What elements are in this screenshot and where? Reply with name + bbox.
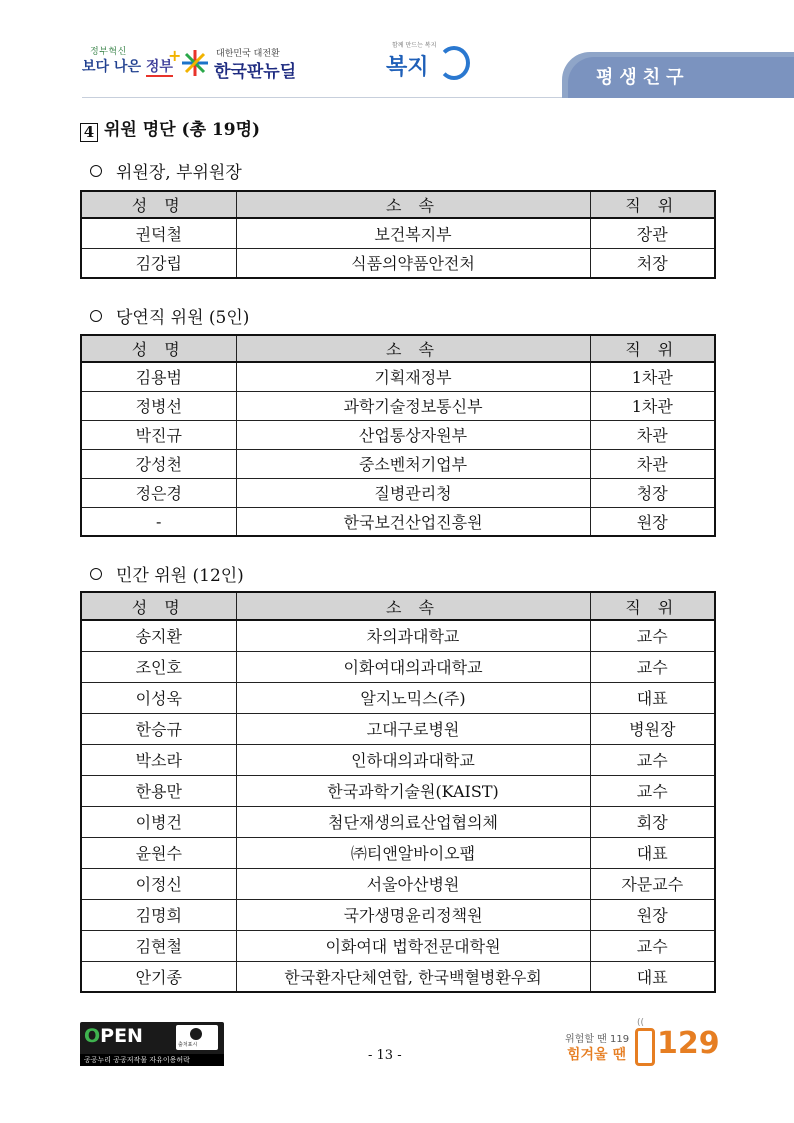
table-row	[81, 899, 715, 930]
section-number-box: 4	[80, 123, 98, 142]
member-position: 자문교수	[590, 868, 715, 899]
member-name: 한승규	[81, 713, 236, 744]
member-position: 청장	[590, 478, 715, 507]
table-row	[81, 651, 715, 682]
korean-new-deal-logo	[180, 46, 310, 84]
column-header-name: 성 명	[81, 592, 236, 620]
bokji-small-text: 함께 만드는 복지	[392, 42, 437, 49]
table-row	[81, 775, 715, 806]
member-affiliation: 고대구로병원	[236, 713, 590, 744]
member-position: 처장	[590, 248, 715, 278]
table-row	[81, 806, 715, 837]
committee-table-chair	[80, 190, 716, 279]
member-position: 교수	[590, 620, 715, 651]
table-row	[81, 837, 715, 868]
table-row	[81, 248, 715, 278]
gov-innovation-logo	[82, 44, 182, 84]
group-title: 위원장, 부위원장	[116, 163, 242, 183]
license-strip-text: 공공누리 공공저작물 자유이용허락	[84, 1056, 190, 1064]
member-affiliation: 알지노믹스(주)	[236, 682, 590, 713]
hotline-line2: 힘겨울 땐	[567, 1047, 626, 1063]
kogl-open-license-badge	[80, 1022, 224, 1066]
person-icon	[190, 1028, 202, 1040]
member-affiliation: 서울아산병원	[236, 868, 590, 899]
column-header-name: 성 명	[81, 335, 236, 362]
hotline-line1: 위험할 땐 119	[565, 1034, 630, 1045]
circle-bullet-icon	[90, 568, 102, 580]
table-row	[81, 420, 715, 449]
member-name: -	[81, 507, 236, 536]
group-title: 당연직 위원 (5인)	[116, 308, 250, 328]
page-number: - 13 -	[368, 1048, 402, 1063]
table-row	[81, 620, 715, 651]
member-affiliation: 기획재정부	[236, 362, 590, 391]
page-header	[0, 0, 794, 108]
member-name: 권덕철	[81, 218, 236, 248]
member-name: 한용만	[81, 775, 236, 806]
member-position: 원장	[590, 899, 715, 930]
member-name: 김강립	[81, 248, 236, 278]
bokji-big-text: 복지	[386, 55, 429, 80]
member-position: 교수	[590, 744, 715, 775]
license-strip	[80, 1054, 224, 1066]
member-position: 회장	[590, 806, 715, 837]
member-position: 대표	[590, 961, 715, 992]
phone-icon	[635, 1028, 655, 1066]
member-name: 윤원수	[81, 837, 236, 868]
circle-bullet-icon	[90, 310, 102, 322]
attribution-badge	[176, 1025, 218, 1050]
header-divider	[82, 97, 562, 98]
member-affiliation: 한국보건산업진흥원	[236, 507, 590, 536]
member-position: 교수	[590, 930, 715, 961]
member-name: 이성욱	[81, 682, 236, 713]
column-header-affiliation: 소 속	[236, 592, 590, 620]
section-title	[80, 115, 260, 142]
member-name: 이병건	[81, 806, 236, 837]
column-header-affiliation: 소 속	[236, 335, 590, 362]
table-row	[81, 478, 715, 507]
member-name: 김용범	[81, 362, 236, 391]
gov-logo-big-text: 보다 나은 정부	[82, 59, 173, 75]
member-affiliation: 첨단재생의료산업협의체	[236, 806, 590, 837]
table-header-row	[81, 335, 715, 362]
committee-table-civilian	[80, 591, 716, 993]
open-word: OPEN	[84, 1025, 143, 1047]
gov-logo-small-text: 정부혁신	[90, 47, 127, 57]
member-name: 김현철	[81, 930, 236, 961]
table-header-row	[81, 592, 715, 620]
member-position: 1차관	[590, 362, 715, 391]
member-affiliation: 인하대의과대학교	[236, 744, 590, 775]
group-heading-ex-officio	[90, 303, 249, 328]
new-deal-small-text: 대한민국 대전환	[216, 49, 280, 59]
table-row	[81, 682, 715, 713]
member-name: 송지환	[81, 620, 236, 651]
member-affiliation: 질병관리청	[236, 478, 590, 507]
table-row	[81, 362, 715, 391]
column-header-position: 직 위	[590, 191, 715, 218]
new-deal-big-text: 한국판뉴딜	[214, 62, 297, 82]
column-header-affiliation: 소 속	[236, 191, 590, 218]
table-row	[81, 744, 715, 775]
member-position: 원장	[590, 507, 715, 536]
member-name: 김명희	[81, 899, 236, 930]
member-affiliation: 산업통상자원부	[236, 420, 590, 449]
member-position: 1차관	[590, 391, 715, 420]
table-header-row	[81, 191, 715, 218]
table-row	[81, 961, 715, 992]
member-affiliation: 국가생명윤리정책원	[236, 899, 590, 930]
member-affiliation: 식품의약품안전처	[236, 248, 590, 278]
member-position: 교수	[590, 775, 715, 806]
tab-label: 평생친구	[596, 67, 690, 88]
signal-wave-icon: ((	[637, 1018, 645, 1028]
bokji-logo	[386, 40, 466, 84]
lifelong-friend-tab	[562, 52, 794, 98]
group-heading-civilian	[90, 561, 244, 586]
member-position: 병원장	[590, 713, 715, 744]
column-header-position: 직 위	[590, 335, 715, 362]
member-affiliation: 한국환자단체연합, 한국백혈병환우회	[236, 961, 590, 992]
group-heading-chair	[90, 158, 242, 183]
member-name: 이정신	[81, 868, 236, 899]
member-name: 조인호	[81, 651, 236, 682]
member-name: 정병선	[81, 391, 236, 420]
member-name: 안기종	[81, 961, 236, 992]
group-title: 민간 위원 (12인)	[116, 566, 244, 586]
attribution-caption: 출처표시	[178, 1042, 198, 1048]
section-title-text: 위원 명단 (총 19명)	[104, 120, 261, 140]
table-row	[81, 713, 715, 744]
bokji-ring-icon	[438, 46, 470, 80]
plus-icon: +	[168, 46, 182, 65]
member-name: 박소라	[81, 744, 236, 775]
member-name: 정은경	[81, 478, 236, 507]
table-row	[81, 930, 715, 961]
member-name: 박진규	[81, 420, 236, 449]
member-position: 차관	[590, 449, 715, 478]
table-row	[81, 218, 715, 248]
member-affiliation: 과학기술정보통신부	[236, 391, 590, 420]
member-position: 대표	[590, 837, 715, 868]
member-affiliation: ㈜티앤알바이오팹	[236, 837, 590, 868]
member-affiliation: 이화여대의과대학교	[236, 651, 590, 682]
committee-table-ex-officio	[80, 334, 716, 537]
table-row	[81, 391, 715, 420]
member-position: 대표	[590, 682, 715, 713]
member-position: 장관	[590, 218, 715, 248]
member-position: 교수	[590, 651, 715, 682]
member-affiliation: 보건복지부	[236, 218, 590, 248]
column-header-position: 직 위	[590, 592, 715, 620]
member-affiliation: 차의과대학교	[236, 620, 590, 651]
member-position: 차관	[590, 420, 715, 449]
hotline-129-logo	[565, 1018, 720, 1070]
member-name: 강성천	[81, 449, 236, 478]
hotline-number: 129	[657, 1026, 720, 1061]
table-row	[81, 507, 715, 536]
member-affiliation: 한국과학기술원(KAIST)	[236, 775, 590, 806]
member-affiliation: 중소벤처기업부	[236, 449, 590, 478]
table-row	[81, 449, 715, 478]
column-header-name: 성 명	[81, 191, 236, 218]
starburst-icon	[180, 48, 210, 78]
table-row	[81, 868, 715, 899]
member-affiliation: 이화여대 법학전문대학원	[236, 930, 590, 961]
circle-bullet-icon	[90, 165, 102, 177]
